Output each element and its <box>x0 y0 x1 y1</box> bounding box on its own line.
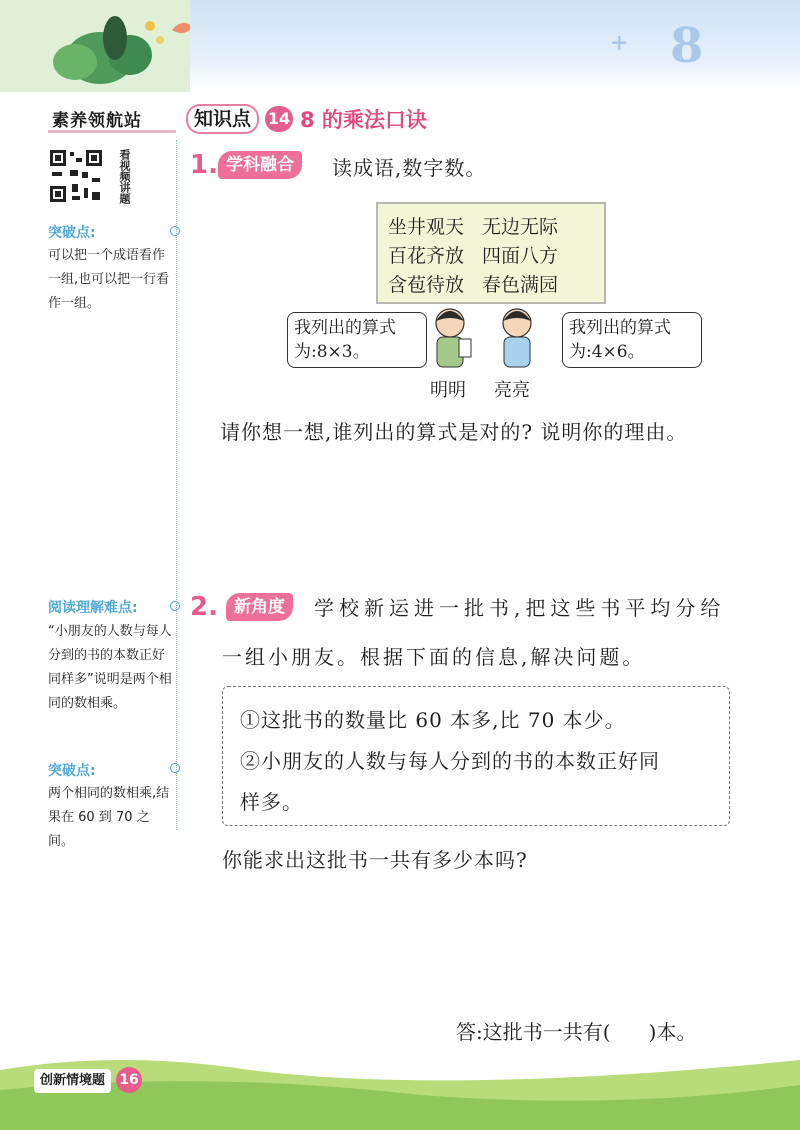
name-mingming: 明明 <box>430 380 466 401</box>
speech-bubble-right: 我列出的算式为:4×6。 <box>562 312 702 368</box>
question-2-number: 2. <box>190 592 218 622</box>
question-2-prompt-line1: 学校新运进一批书,把这些书平均分给 <box>314 596 726 620</box>
boy-liangliang-icon <box>492 305 542 375</box>
boy-mingming-icon <box>425 305 475 375</box>
info-item-2-line1: ②小朋友的人数与每人分到的书的本数正好同 <box>240 749 660 773</box>
station-title: 素养领航站 <box>52 111 142 131</box>
bullet-dot-icon <box>170 763 180 773</box>
name-liangliang: 亮亮 <box>494 380 530 401</box>
footer-label: 创新情境题 <box>34 1069 111 1093</box>
qr-code-icon[interactable] <box>48 148 104 204</box>
answer-line: 答:这批书一共有( )本。 <box>456 1020 697 1044</box>
question-1-tag: 学科融合 <box>218 151 302 179</box>
breakthrough-text: 可以把一个成语看作一组,也可以把一行看作一组。 <box>48 248 170 311</box>
info-item-1: ①这批书的数量比 60 本多,比 70 本少。 <box>240 708 626 732</box>
knowledge-point-title: 8 的乘法口诀 <box>300 108 427 132</box>
speech-bubble-left: 我列出的算式为:8×3。 <box>287 312 427 368</box>
page-number: 16 <box>116 1067 142 1093</box>
reading-heading: 阅读理解难点: <box>48 600 138 616</box>
header-banner <box>180 0 800 88</box>
info-item-2-line2: 样多。 <box>240 790 303 814</box>
column-divider <box>176 140 177 830</box>
reading-text: “小朋友的人数与每人分到的书的本数正好同样多”说明是两个相同的数相乘。 <box>48 624 172 711</box>
question-1-prompt: 读成语,数字数。 <box>332 156 487 180</box>
knowledge-point-label <box>186 104 259 134</box>
question-1-question: 请你想一想,谁列出的算式是对的? 说明你的理由。 <box>220 420 688 444</box>
idiom-board <box>376 202 606 304</box>
knowledge-point-text: 知识点 <box>194 108 252 130</box>
question-2-prompt-line2: 一组小朋友。根据下面的信息,解决问题。 <box>222 645 646 669</box>
video-caption: 看视频讲题 <box>118 149 131 204</box>
knowledge-point-number: 14 <box>265 106 293 132</box>
breakthrough-heading-2: 突破点: <box>48 763 96 779</box>
bullet-dot-icon <box>170 226 180 236</box>
deco-symbol: + <box>610 30 629 56</box>
idiom-row-2: 百花齐放 四面八方 <box>388 245 559 267</box>
breakthrough-text-2: 两个相同的数相乘,结果在 60 到 70 之间。 <box>48 786 170 849</box>
idiom-row-1: 坐井观天 无边无际 <box>388 216 559 238</box>
question-2-tag: 新角度 <box>226 593 293 621</box>
deco-digit: 8 <box>670 18 704 74</box>
question-2-question: 你能求出这批书一共有多少本吗? <box>222 848 528 872</box>
leaf-decoration <box>0 0 190 92</box>
bullet-dot-icon <box>170 601 180 611</box>
question-1-number: 1. <box>190 150 218 180</box>
breakthrough-heading: 突破点: <box>48 225 96 241</box>
idiom-row-3: 含苞待放 春色满园 <box>388 274 559 296</box>
